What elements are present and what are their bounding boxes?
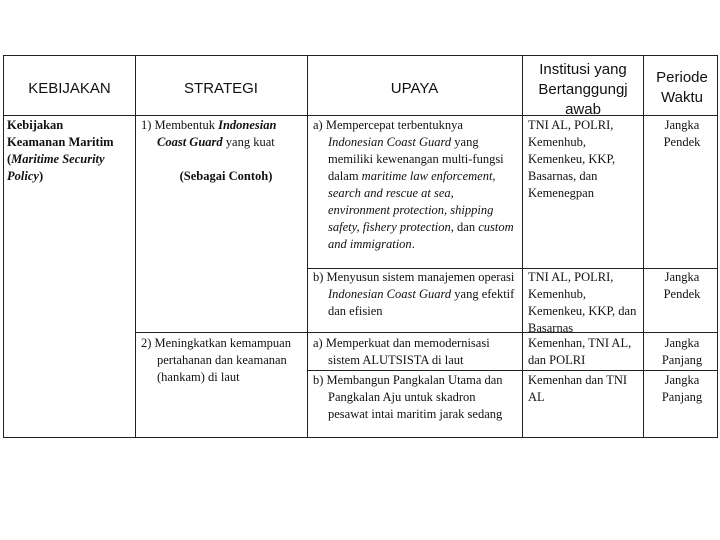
strategy-plain: Membentuk (154, 118, 219, 132)
effort-text (313, 269, 518, 320)
policy-line: Kebijakan (7, 118, 64, 132)
policy-italic: Policy (7, 169, 39, 183)
effort-plain: . (411, 237, 415, 251)
column-divider (643, 56, 644, 437)
strategy-item (141, 117, 301, 185)
row-divider (307, 370, 717, 371)
strategy-number: 1) (141, 118, 152, 132)
effort-plain: Menyusun sistem manajemen operasi (326, 270, 515, 284)
header-kebijakan: KEBIJAKAN (28, 80, 111, 97)
effort-text (313, 117, 518, 253)
effort-italic: custom and immigration (328, 220, 514, 251)
effort-letter: b) (313, 373, 324, 387)
header-institusi: Institusi yang Bertanggungj awab (538, 61, 628, 118)
effort-plain: dan (453, 220, 479, 234)
effort-plain: Mempercepat terbentuknya (325, 118, 463, 132)
column-divider (135, 56, 136, 437)
strategy-after: yang kuat (222, 135, 275, 149)
effort-letter: a) (313, 118, 323, 132)
strategy-item (141, 335, 301, 386)
effort-item (313, 372, 518, 423)
effort-plain: yang memiliki kewenangan multi-fungsi dalam (328, 135, 504, 183)
period-cell: Jangka Panjang (661, 373, 703, 404)
policy-table (3, 55, 718, 438)
strategy-number: 2) (141, 336, 152, 350)
effort-plain: Membangun Pangkalan Utama dan Pangkalan Aju untuk skadron pesawat intai maritim jarak sedang (326, 373, 503, 421)
header-upaya: UPAYA (390, 80, 439, 97)
institution-cell: TNI AL, POLRI, Kemenhub, Kemenkeu, KKP, dan Basarnas (528, 270, 637, 335)
period-cell: Jangka Panjang (661, 336, 703, 367)
strategy-text (141, 335, 301, 386)
header-strategi: STRATEGI (184, 80, 258, 97)
effort-italic: Indonesian Coast Guard (328, 287, 452, 301)
effort-plain: yang efektif dan efisien (328, 287, 515, 318)
policy-line (7, 151, 135, 168)
effort-item (313, 269, 518, 320)
period-cell: Jangka Pendek (663, 270, 701, 301)
effort-item (313, 117, 518, 253)
institution-cell: Kemenhan, TNI AL, dan POLRI (528, 336, 632, 367)
period-cell: Jangka Pendek (663, 118, 701, 149)
policy-cell (7, 117, 135, 185)
strategy-plain: Meningkatkan kemampuan pertahanan dan keamanan (hankam) di laut (154, 336, 291, 384)
institution-cell: Kemenhan dan TNI AL (528, 373, 628, 404)
effort-item (313, 335, 518, 369)
column-divider (307, 56, 308, 437)
policy-italic: Maritime Security (11, 152, 105, 166)
effort-plain: Memperkuat dan memodernisasi sistem ALUTSISTA di laut (325, 336, 490, 367)
column-divider (522, 56, 523, 437)
policy-paren-open: ( (7, 152, 12, 166)
effort-letter: b) (313, 270, 324, 284)
strategy-note: (Sebagai Contoh) (179, 169, 273, 183)
strategy-italic: Indonesian Coast Guard (157, 118, 277, 149)
policy-paren-close: ) (38, 169, 44, 183)
strategy-text (141, 117, 301, 151)
effort-letter: a) (313, 336, 323, 350)
effort-italic: Indonesian Coast Guard (328, 135, 452, 149)
institution-cell: TNI AL, POLRI, Kemenhub, Kemenkeu, KKP, Basarnas, dan Kemenegpan (528, 118, 616, 200)
header-periode: Periode Waktu (656, 69, 708, 106)
policy-line: Keamanan Maritim (7, 135, 114, 149)
effort-italic: maritime law enforcement, search and rescue at sea, environment protection, shipping safety, fishery protection, (328, 169, 496, 234)
effort-text (313, 372, 518, 423)
effort-text (313, 335, 518, 369)
policy-line (7, 168, 135, 185)
